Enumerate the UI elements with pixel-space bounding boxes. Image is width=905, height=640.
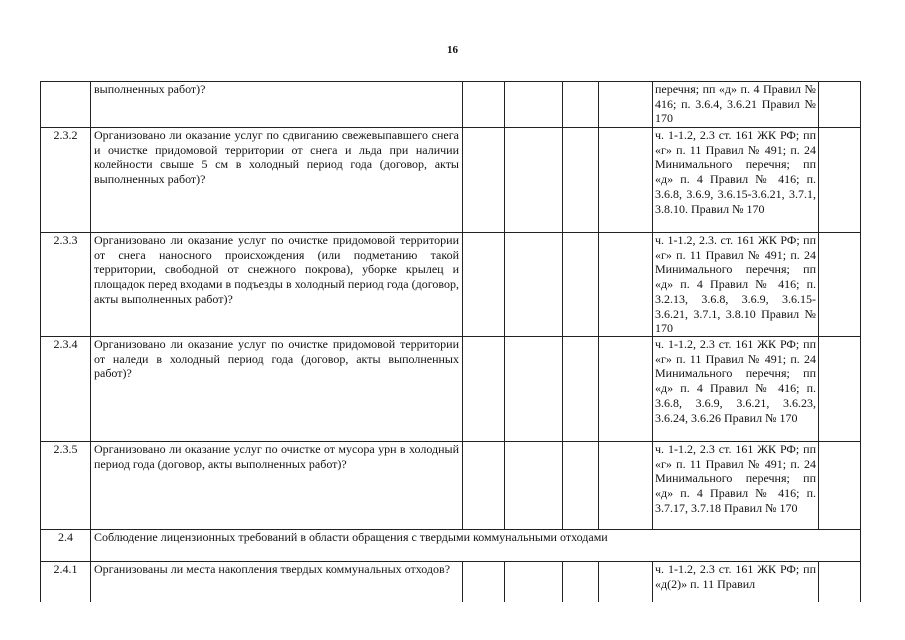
answer-na-cell <box>563 562 599 602</box>
answer-yes-cell <box>463 337 505 442</box>
table-row <box>41 82 861 128</box>
page-number: 16 <box>447 44 458 56</box>
note-cell <box>819 82 861 128</box>
answer-na-cell <box>563 442 599 530</box>
section-row <box>41 530 861 562</box>
answer-na-cell <box>563 82 599 128</box>
answer-na-cell <box>563 128 599 233</box>
note-cell <box>819 233 861 337</box>
answer-yes-cell <box>463 442 505 530</box>
row-number: 2.3.5 <box>41 442 91 530</box>
answer-no-cell <box>505 128 563 233</box>
legal-reference: ч. 1-1.2, 2.3 ст. 161 ЖК РФ; пп «д(2)» п. 11 Правил <box>653 562 819 602</box>
note-cell <box>819 128 861 233</box>
answer-extra-cell <box>599 233 653 337</box>
answer-no-cell <box>505 82 563 128</box>
note-cell <box>819 337 861 442</box>
answer-na-cell <box>563 337 599 442</box>
section-number: 2.4 <box>41 530 91 562</box>
requirement-question: Организованы ли места накопления твердых коммунальных отходов? <box>91 562 463 602</box>
answer-no-cell <box>505 337 563 442</box>
answer-no-cell <box>505 233 563 337</box>
answer-extra-cell <box>599 337 653 442</box>
requirement-question: Организовано ли оказание услуг по очистке от мусора урн в холодный период года (договор, акты выполненных работ)? <box>91 442 463 530</box>
legal-reference: ч. 1-1.2, 2.3 ст. 161 ЖК РФ; пп «г» п. 11 Правил № 491; п. 24 Минимального перечня; пп «д» п. 4 Правил № 416; п. 3.6.8, 3.6.9, 3.6.21, 3.6.23, 3.6.24, 3.6.26 Правил № 170 <box>653 337 819 442</box>
legal-reference: ч. 1-1.2, 2.3 ст. 161 ЖК РФ; пп «г» п. 11 Правил № 491; п. 24 Минимального перечня; пп «д» п. 4 Правил № 416; п. 3.6.8, 3.6.9, 3.6.15-3.6.21, 3.7.1, 3.8.10. Правил № 170 <box>653 128 819 233</box>
table-row <box>41 128 861 233</box>
note-cell <box>819 562 861 602</box>
row-number: 2.3.4 <box>41 337 91 442</box>
row-number: 2.4.1 <box>41 562 91 602</box>
row-number: 2.3.2 <box>41 128 91 233</box>
requirement-question: Организовано ли оказание услуг по сдвиганию свежевыпавшего снега и очистке придомовой территории от снега и льда при наличии колейности свыше 5 см в холодный период года (договор, акты выполненных работ)? <box>91 128 463 233</box>
answer-extra-cell <box>599 562 653 602</box>
answer-no-cell <box>505 562 563 602</box>
section-title: Соблюдение лицензионных требований в области обращения с твердыми коммунальными отходами <box>91 530 861 562</box>
answer-yes-cell <box>463 82 505 128</box>
requirement-question: Организовано ли оказание услуг по очистке придомовой территории от снега наносного происхождения (или подметанию такой территории, свободной от снежного покрова), уборке крылец и площадок перед входами в подъезды в холодный период года (договор, акты выполненных работ)? <box>91 233 463 337</box>
requirement-question: выполненных работ)? <box>91 82 463 128</box>
table-row <box>41 442 861 530</box>
answer-extra-cell <box>599 442 653 530</box>
legal-reference: ч. 1-1.2, 2.3. ст. 161 ЖК РФ; пп «г» п. 11 Правил № 491; п. 24 Минимального перечня; пп «д» п. 4 Правил № 416; п. 3.2.13, 3.6.8, 3.6.9, 3.6.15-3.6.21, 3.7.1, 3.8.10 Правил № 170 <box>653 233 819 337</box>
note-cell <box>819 442 861 530</box>
answer-extra-cell <box>599 128 653 233</box>
answer-yes-cell <box>463 562 505 602</box>
table-row <box>41 233 861 337</box>
inspection-checklist-table <box>40 81 861 602</box>
table-row <box>41 337 861 442</box>
table-row <box>41 562 861 602</box>
row-number: 2.3.3 <box>41 233 91 337</box>
requirement-question: Организовано ли оказание услуг по очистке придомовой территории от наледи в холодный период года (договор, акты выполненных работ)? <box>91 337 463 442</box>
answer-no-cell <box>505 442 563 530</box>
answer-na-cell <box>563 233 599 337</box>
legal-reference: перечня; пп «д» п. 4 Правил № 416; п. 3.6.4, 3.6.21 Правил № 170 <box>653 82 819 128</box>
legal-reference: ч. 1-1.2, 2.3 ст. 161 ЖК РФ; пп «г» п. 11 Правил № 491; п. 24 Минимального перечня; пп «д» п. 4 Правил № 416; п. 3.7.17, 3.7.18 Правил № 170 <box>653 442 819 530</box>
answer-yes-cell <box>463 128 505 233</box>
answer-yes-cell <box>463 233 505 337</box>
row-number <box>41 82 91 128</box>
answer-extra-cell <box>599 82 653 128</box>
